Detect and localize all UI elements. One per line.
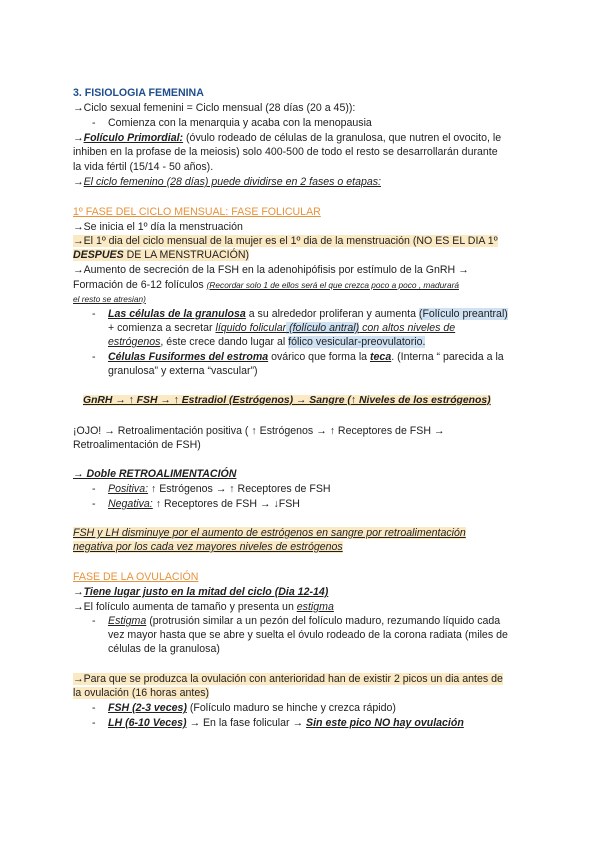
phase1-line-6: el resto se atresian) (73, 294, 146, 304)
fusiformes-line-2: granulosa” y externa “vascular”) (108, 365, 258, 377)
bullet-dash: - (92, 615, 96, 627)
phase1-line-3: DESPUES DE LA MENSTRUACIÓN) (73, 249, 250, 261)
phase1-line-4: →Aumento de secreción de la FSH en la adenohipófisis por estímulo de la GnRH → (73, 264, 469, 276)
phase1-heading: 1º FASE DEL CICLO MENSUAL: FASE FOLICULAR (73, 206, 321, 218)
cycle-line: →Ciclo sexual femenini = Ciclo mensual (28 días (20 a 45)): (73, 102, 356, 114)
note-line-1: FSH y LH disminuye por el aumento de estrógenos en sangre por retroalimentación (73, 527, 466, 539)
fusiformes-line-1: Células Fusiformes del estroma ovárico que forma la teca. (Interna “ parecida a la (108, 351, 504, 363)
note-line-2: negativa por los cada vez mayores niveles de estrógenos (73, 541, 343, 553)
ovulation-heading: FASE DE LA OVULACIÓN (73, 571, 199, 583)
estigma-line-1: Estigma (protrusión similar a un pezón del folículo maduro, rezumando líquido cada (108, 615, 501, 627)
granulosa-line-1: Las células de la granulosa a su alrededor proliferan y aumenta (Folículo preantral) (108, 308, 508, 320)
granulosa-line-2: + comienza a secretar líquido folicular (folículo antral) con altos niveles de (108, 322, 456, 334)
bullet-dash: - (92, 717, 96, 729)
peaks-line-1: →Para que se produzca la ovulación con anterioridad han de existir 2 picos un dia antes de (73, 673, 503, 685)
peaks-line-2: la ovulación (16 horas antes) (73, 687, 210, 699)
primordial-line: →Folículo Primordial: (óvulo rodeado de células de la granulosa, que nutren el ovocito, le (73, 132, 502, 144)
bullet-dash: - (92, 702, 96, 714)
phase1-line-2: →El 1º dia del ciclo mensual de la mujer es el 1º dia de la menstruación (NO ES EL DIA 1º (73, 235, 498, 247)
section-title: 3. FISIOLOGIA FEMENINA (73, 87, 204, 99)
primordial-line-2: inhiben en la profase de la meiosis) solo 400-500 de todo el resto se desarrollarán durante (73, 146, 498, 158)
doble-heading: → Doble RETROALIMENTACIÓN (73, 468, 237, 480)
estigma-line-3: células de la granulosa) (108, 643, 220, 655)
bullet-dash: - (92, 483, 96, 495)
phase1-line-1: →Se inicia el 1º día la menstruación (73, 221, 243, 233)
menarquia-line: Comienza con la menarquia y acaba con la menopausia (108, 117, 372, 129)
ojo-line-1: ¡OJO! → Retroalimentación positiva ( ↑ Estrógenos → ↑ Receptores de FSH → (73, 425, 445, 437)
bullet-dash: - (92, 117, 96, 129)
primordial-line-3: la vida fértil (15/14 - 50 años). (73, 161, 214, 173)
granulosa-line-3: estrógenos, éste crece dando lugar al fólico vesicular-preovulatorio. (108, 336, 426, 348)
ovulation-line-2: →El folículo aumenta de tamaño y presenta un estigma (73, 601, 334, 613)
fsh-peak-line: FSH (2-3 veces) (Folículo maduro se hinche y crezca rápido) (108, 702, 396, 714)
bullet-dash: - (92, 308, 96, 320)
hormone-formula: GnRH → ↑ FSH → ↑ Estradiol (Estrógenos) → Sangre (↑ Niveles de los estrógenos) (83, 395, 491, 406)
bullet-dash: - (92, 498, 96, 510)
ojo-line-2: Retroalimentación de FSH) (73, 439, 201, 451)
bullet-dash: - (92, 351, 96, 363)
ovulation-line-1: →Tiene lugar justo en la mitad del ciclo (Dia 12-14) (73, 586, 329, 598)
lh-peak-line: LH (6-10 Veces) → En la fase folicular → Sin este pico NO hay ovulación (108, 717, 464, 729)
cycle-phases-line: →El ciclo femenino (28 días) puede dividirse en 2 fases o etapas: (73, 176, 381, 188)
estigma-line-2: vez mayor hasta que se abre y suelta el óvulo rodeado de la corona radiata (miles de (108, 629, 508, 641)
negativa-line: Negativa: ↑ Receptores de FSH → ↓FSH (108, 498, 300, 510)
phase1-line-5: Formación de 6-12 folículos (Recordar solo 1 de ellos será el que crezca poco a poco , madurará (73, 279, 459, 291)
positiva-line: Positiva: ↑ Estrógenos → ↑ Receptores de FSH (108, 483, 331, 495)
